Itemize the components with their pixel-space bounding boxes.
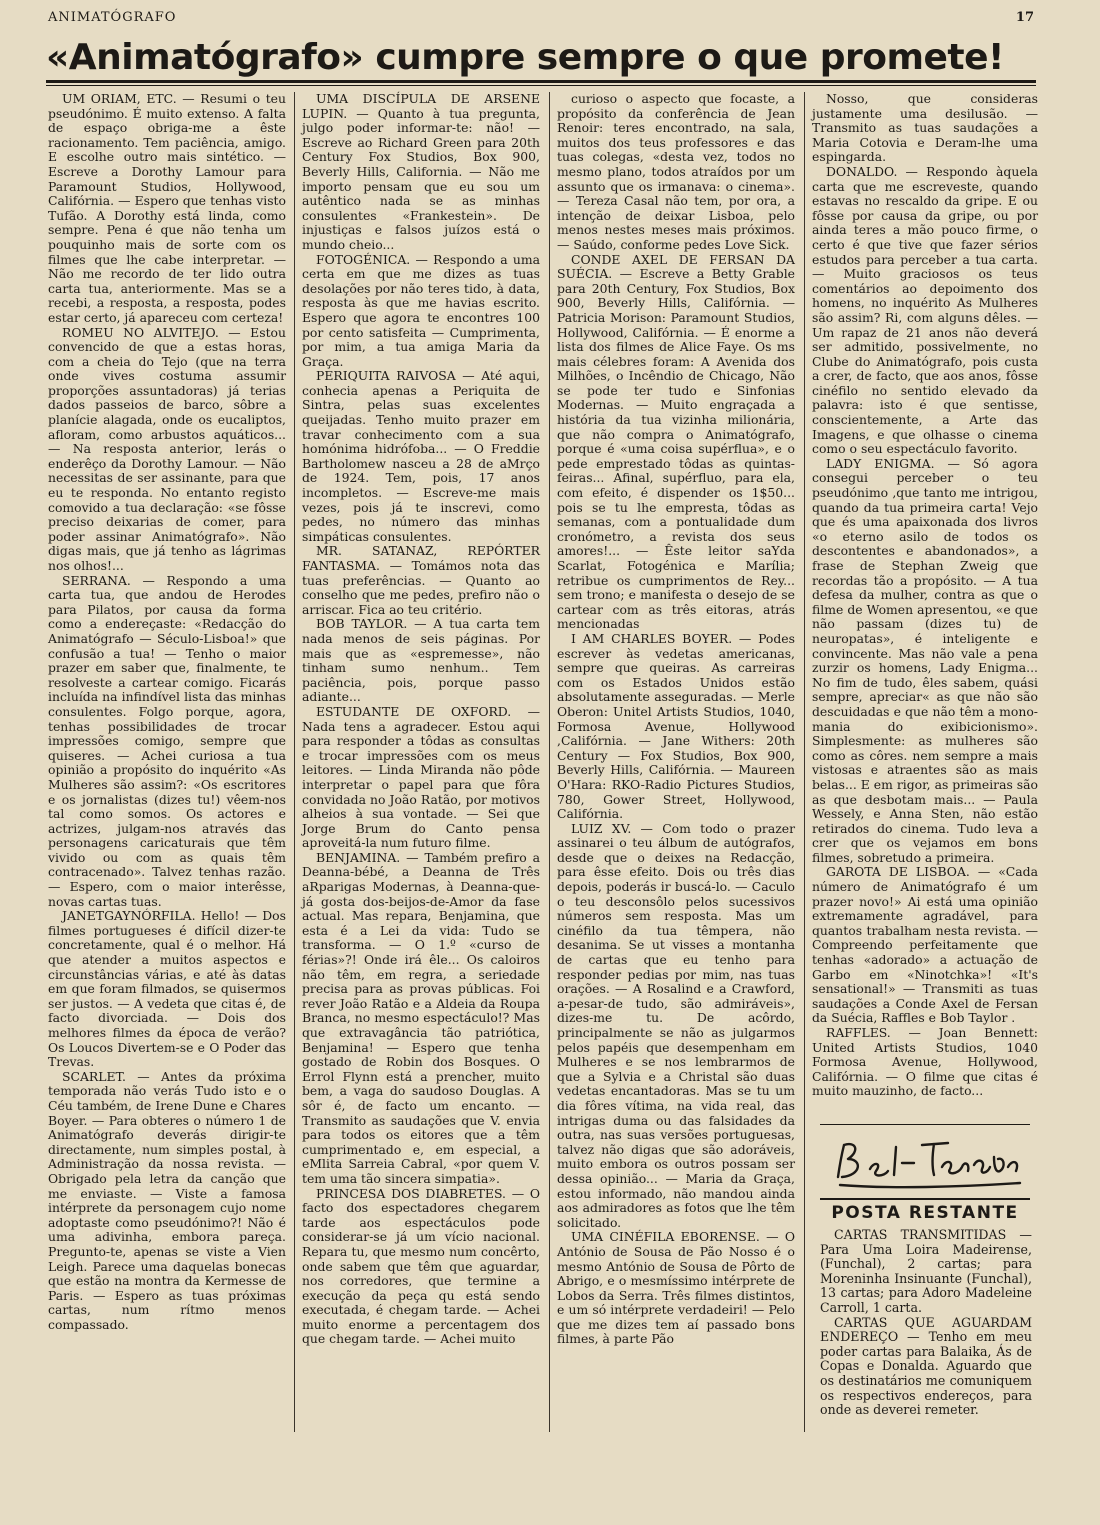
letter-reply: PERIQUITA RAIVOSA — Até aqui, conhecia apenas a Periquita de Sintra, pelas suas excelentes queijadas. Tenho muito prazer em travar conhecimento com a sua homónima hidrófoba... — O Freddie Bartholomew nasceu a 28 de aMrço de 1924. Tem, pois, 17 anos incompletos. — Escreve-me mais vezes, pois já te inscrevi, como pedes, no número das minhas simpáticas consulentes.: [302, 368, 540, 544]
letter-reply: BENJAMINA. — Também prefiro a Deanna-bébé, a Deanna de Três aRparigas Modernas, à Deanna-que-já gosta dos-beijos-de-Amor da fase actual. Mas repara, Benjamina, que esta é a Lei da vida: Tudo se transforma. — O 1.º «curso de férias»?! Onde irá êle... Os caloiros não têm, em regra, a seriedade precisa para as provas públicas. Foi rever João Ratão e a Aldeia da Roupa Branca, no mesmo espectáculo!? Mas que extravagância tão patriótica, Benjamina! — Espero que tenha gostado de Robin dos Bosques. O Errol Flynn está a prencher, muito bem, a vaga do saudoso Douglas. A sôr é, de facto um encanto. — Transmito as saudações que V. envia para todos os eitores que a têm cumprimentado e, em especial, a eMlita Sarreia Cabral, «por quem V. tem uma tão sincera simpatia».: [302, 849, 540, 1186]
signature-rule-bottom: [820, 1198, 1030, 1200]
letter-reply: UM ORIAM, ETC. — Resumi o teu pseudónimo. É muito extenso. A falta de espaço obriga-me a êste racionamento. Tem paciência, amigo. E escolhe outro mais sintético. — Escreve a Dorothy Lamour para Paramount Studios, Hollywood, Califórnia. — Espero que tenhas visto Tufão. A Dorothy está linda, como sempre. Pena é que não tenha um pouquinho mais de sorte com os filmes que lhe cabe interpretar. — Não me recordo de ter lido outra carta tua, anteriormente. Mas se a recebi, a resposta, a resposta, podes estar certo, já apareceu com certeza!: [48, 91, 286, 325]
letter-reply: SERRANA. — Respondo a uma carta tua, que andou de Herodes para Pilatos, por causa da forma como a endereçaste: «Redacção do Animatógrafo — Século-Lisboa!» que confusão a tua! — Tenho o maior prazer em saber que, finalmente, te resolveste a cartear comigo. Ficarás incluída na infindível lista das minhas consulentes. Folgo porque, agora, tenhas possibilidades de trocar impressões comigo, sempre que quiseres. — Achei curiosa a tua opinião a propósito do inquérito «As Mulheres são assim?: «Os escritores e os jornalistas (dizes tu!) vêem-nos tal como somos. Os actores e actrizes, julgam-nos através das personagens caricaturais que têm vivido ou com as quais têm contracenado». Talvez tenhas razão. — Espero, com o maior interêsse, novas cartas tuas.: [48, 572, 286, 909]
letter-reply: UMA DISCÍPULA DE ARSENE LUPIN. — Quanto à tua pregunta, julgo poder informar-te: não! — Escreve ao Richard Green para 20th Century Fox Studios, Box 900, Beverly Hills, California. — Não me importo pensam que eu sou um autêntico nada se as minhas consulentes «Frankestein». De injustiças e falsos juízos está o mundo cheio...: [302, 91, 540, 252]
column-divider: [294, 92, 295, 1432]
signature-icon: [830, 1127, 1030, 1197]
signature-rule-top: [820, 1124, 1030, 1125]
posta-paragraph: CARTAS QUE AGUARDAM ENDEREÇO — Tenho em meu poder cartas para Balaika, Ás de Copas e Donalda. Aguardo que os destinatários me comuniquem os respectivos endereços, para onde as deverei remeter.: [820, 1314, 1032, 1418]
letter-reply: ROMEU NO ALVITEJO. — Estou convencido de que a estas horas, com a cheia do Tejo (que na terra onde vives costuma assumir proporções assuntadoras) já terias dados passeios de barco, sôbre a planície alagada, onde os eucaliptos, afloram, como arbustos aquáticos... — Na resposta anterior, lerás o enderêço da Dorothy Lamour. — Não necessitas de ser assinante, para que eu te responda. No entanto registo comovido a tua declaração: «se fôsse preciso deixarias de comer, para poder assinar Animatógrafo». Não digas mais, que já tenho as lágrimas nos olhos!...: [48, 324, 286, 573]
text-column-2: [302, 92, 540, 1347]
letter-reply: CONDE AXEL DE FERSAN DA SUÉCIA. — Escreve a Betty Grable para 20th Century, Fox Studios, Box 900, Beverly Hills, Califórnia. — Patricia Morison: Paramount Studios, Hollywood, Califórnia. — É enorme a lista dos filmes de Alice Faye. Os ms mais célebres foram: A Avenida dos Milhões, o Incêndio de Chicago, Não se pode ter tudo e Sinfonias Modernas. — Muito engraçada a história da tua vizinha milionária, que não compra o Animatógrafo, porque é «uma coisa supérflua», e o pede emprestado tôdas as quintas-feiras... Afinal, supérfluo, para ela, com efeito, é dispender os 1$50... pois se tu lhe empresta, tôdas as semanas, com a pontualidade dum cronómetro, a revista dos seus amores!... — Êste leitor saYda Scarlat, Fotogénica e Marília; retribue os cumprimentos de Rey... sem trono; e manifesta o desejo de se cartear com as três eitoras, atrás mencionadas: [557, 251, 795, 632]
headline-rule: [46, 80, 1036, 83]
text-column-1: [48, 92, 286, 1332]
letter-reply: DONALDO. — Respondo àquela carta que me escreveste, quando estavas no rescaldo da gripe. E ou fôsse por causa da gripe, ou por ainda teres a mão pouco firme, o certo é que tive que fazer sérios estudos para perceber a tua carta. — Muito graciosos os teus comentários ao depoimento dos homens, no inquérito As Mulheres são assim? Ri, com alguns dêles. — Um rapaz de 21 anos não deverá ser admitido, possivelmente, no Clube do Animatógrafo, pois custa a crer, de facto, que aos anos, fôsse cinéfilo no sentido elevado da palavra: isto é que sentisse, conscientemente, a Arte das Imagens, e que olhasse o cinema como o seu espectáculo favorito.: [812, 163, 1038, 457]
letter-reply: UMA CINÉFILA EBORENSE. — O António de Sousa de Pão Nosso é o mesmo António de Sousa de Pôrto de Abrigo, e o mesmíssimo intérprete de Lobos da Serra. Três filmes distintos, e um só intérprete verdadeiri! — Pelo que me dizes tem aí passado bons filmes, à parte Pão: [557, 1229, 795, 1347]
headline-rule-thin: [46, 85, 1036, 86]
letter-reply: I AM CHARLES BOYER. — Podes escrever às vedetas americanas, sempre que queiras. As carreiras com os Estados Unidos estão absolutamente asseguradas. — Merle Oberon: Unitel Artists Studios, 1040, Formosa Avenue, Hollywood ,Califórnia. — Jane Withers: 20th Century — Fox Studios, Box 900, Beverly Hills, Califórnia. — Maureen O'Hara: RKO-Radio Pictures Studios, 780, Gower Street, Hollywood, Califórnia.: [557, 630, 795, 822]
text-column-4: [812, 92, 1038, 1099]
letter-reply: SCARLET. — Antes da próxima temporada não verás Tudo isto e o Céu também, de Irene Dune e Chares Boyer. — Para obteres o número 1 de Animatógrafo deverás dirigir-te directamente, num simples postal, à Administração da nossa revista. — Obrigado pela letra da canção que me enviaste. — Viste a famosa intérprete da personagem cujo nome adoptaste como pseudónimo?! Não é uma adivinha, embora pareça. Pregunto-te, apenas se viste a Vien Leigh. Parece uma daquelas bonecas que estão na montra da Kermesse de Paris. — Espero as tuas próximas cartas, num rítmo menos compassado.: [48, 1068, 286, 1332]
letter-reply: Nosso, que consideras justamente uma desilusão. — Transmito as tuas saudações a Maria Cotovia e Deram-lhe uma espingarda.: [812, 91, 1038, 165]
letter-reply: BOB TAYLOR. — A tua carta tem nada menos de seis páginas. Por mais que as «espremesse», não tinham sumo nenhum.. Tem paciência, pois, porque passo adiante...: [302, 616, 540, 705]
posta-restante-body: [820, 1228, 1032, 1418]
letter-reply: ESTUDANTE DE OXFORD. — Nada tens a agradecer. Estou aqui para responder a tôdas as consultas e trocar impressões com os meus leitores. — Linda Miranda não pôde interpretar o papel para que fôra convidada no João Ratão, por motivos alheios à sua vontade. — Sei que Jorge Brum do Canto pensa aproveitá-la num futuro filme.: [302, 703, 540, 851]
running-head-title: ANIMATÓGRAFO: [48, 10, 177, 25]
letter-reply: LUIZ XV. — Com todo o prazer assinarei o teu álbum de autógrafos, desde que o deixes na Redacção, para êsse efeito. Dois ou três dias depois, poderás ir buscá-lo. — Caculo o teu desconsôlo pelos sucessivos números sem resposta. Mas um cinéfilo da tua têmpera, não desanima. Se ut visses a montanha de cartas que eu tenho para responder pedias por mim, nas tuas orações. — A Rosalind e a Crawford, a-pesar-de tudo, são admiráveis», dizes-me tu. De acôrdo, principalmente se não as julgarmos pelos papéis que desempenham em Mulheres e se nos lembrarmos de que a Sylvia e a Christal são duas vedetas encantadoras. Mas se tu um dia fôres vítima, na vida real, das intrigas duma ou das falsidades da outra, nas suas versões portuguesas, talvez não digas que são adoráveis, muito embora os outros possam ser dessa opinião... — Maria da Graça, estou informado, não mandou ainda aos admiradores as fotos que lhe têm solicitado.: [557, 820, 795, 1230]
letter-reply: FOTOGÉNICA. — Respondo a uma certa em que me dizes as tuas desolações por não teres tido, à data, resposta às que me havias escrito. Espero que agora te encontres 100 por cento satisfeita — Cumprimenta, por mim, a tua amiga Maria da Graça.: [302, 251, 540, 369]
letter-reply: PRINCESA DOS DIABRETES. — O facto dos espectadores chegarem tarde aos espectáculos pode considerar-se já um vício nacional. Repara tu, que mesmo num concêrto, onde sabem que têm que aguardar, nos corredores, que termine a execução da peça qu está sendo executada, é chegam tarde. — Achei muito enorme a percentagem dos que chegam tarde. — Achei muito: [302, 1185, 540, 1347]
handwritten-signature: [830, 1127, 1030, 1197]
column-divider: [804, 92, 805, 1432]
headline: «Animatógrafo» cumpre sempre o que promete!: [46, 37, 1004, 78]
letter-reply: curioso o aspecto que focaste, a propósito da conferência de Jean Renoir: teres encontrado, na sala, muitos dos teus professores e das tuas colegas, «desta vez, todos no mesmo plano, todos atraídos por um assunto que os irmanava: o cinema». — Tereza Casal não tem, por ora, a intenção de deixar Lisboa, pelo menos nestes meses mais próximos. — Saúdo, conforme pedes Love Sick.: [557, 91, 795, 252]
letter-reply: GAROTA DE LISBOA. — «Cada número de Animatógrafo é um prazer novo!» Ai está uma opinião extremamente agradável, para quantos trabalham nesta revista. — Compreendo perfeitamente que tenhas «adorado» a actuação de Garbo em «Ninotchka»! «It's sensational!» — Transmiti as tuas saudações a Conde Axel de Fersan da Suécia, Raffles e Bob Taylor .: [812, 864, 1038, 1026]
letter-reply: LADY ENIGMA. — Só agora consegui perceber o teu pseudónimo ,que tanto me intrigou, quando da tua primeira carta! Vejo que és uma apaixonada dos livros «o eterno asilo de todos os descontentes e abandonados», a frase de Stephan Zweig que recordas tão a propósito. — A tua defesa da mulher, contra as que o filme de Women apresentou, «e que não passam (dizes tu) de neuropatas», é inteligente e convincente. Mas não vale a pena zurzir os homens, Lady Enigma... No fim de tudo, êles sabem, quási sempre, apreciar« as que não são descuidadas e que não têm a mono-mania do exibicionismo». Simplesmente: as mulheres são como as côres. nem sempre a mais vistosas e atraentes são as mais belas... E em rigor, as primeiras são as que desbotam mais... — Paula Wessely, e Anna Sten, não estão retirados do cinema. Tudo leva a crer que os vejamos em bons filmes, sobretudo a primeira.: [812, 455, 1038, 865]
letter-reply: RAFFLES. — Joan Bennett: United Artists Studios, 1040 Formosa Avenue, Hollywood, Califórnia. — O filme que citas é muito mauzinho, de facto...: [812, 1025, 1038, 1099]
letter-reply: MR. SATANAZ, REPÓRTER FANTASMA. — Tomámos nota das tuas preferências. — Quanto ao conselho que me pedes, prefiro não o arriscar. Fica ao teu critério.: [302, 543, 540, 617]
posta-paragraph: CARTAS TRANSMITIDAS — Para Uma Loira Madeirense, (Funchal), 2 cartas; para Moreninha Insinuante (Funchal), 13 cartas; para Adoro Madeleine Carroll, 1 carta.: [820, 1227, 1032, 1315]
page-number: 17: [1015, 10, 1034, 25]
column-divider: [549, 92, 550, 1432]
letter-reply: JANETGAYNÓRFILA. Hello! — Dos filmes portugueses é difícil dizer-te concretamente, qual é o melhor. Há que atender a muitos aspectos e circunstâncias várias, e até às datas em que foram filmados, se quisermos ser justos. — A vedeta que citas é, de facto divorciada. — Dois dos melhores filmes da época de verão? Os Loucos Divertem-se e O Poder das Trevas.: [48, 908, 286, 1070]
text-column-3: [557, 92, 795, 1347]
posta-restante-title: POSTA RESTANTE: [831, 1203, 1019, 1223]
